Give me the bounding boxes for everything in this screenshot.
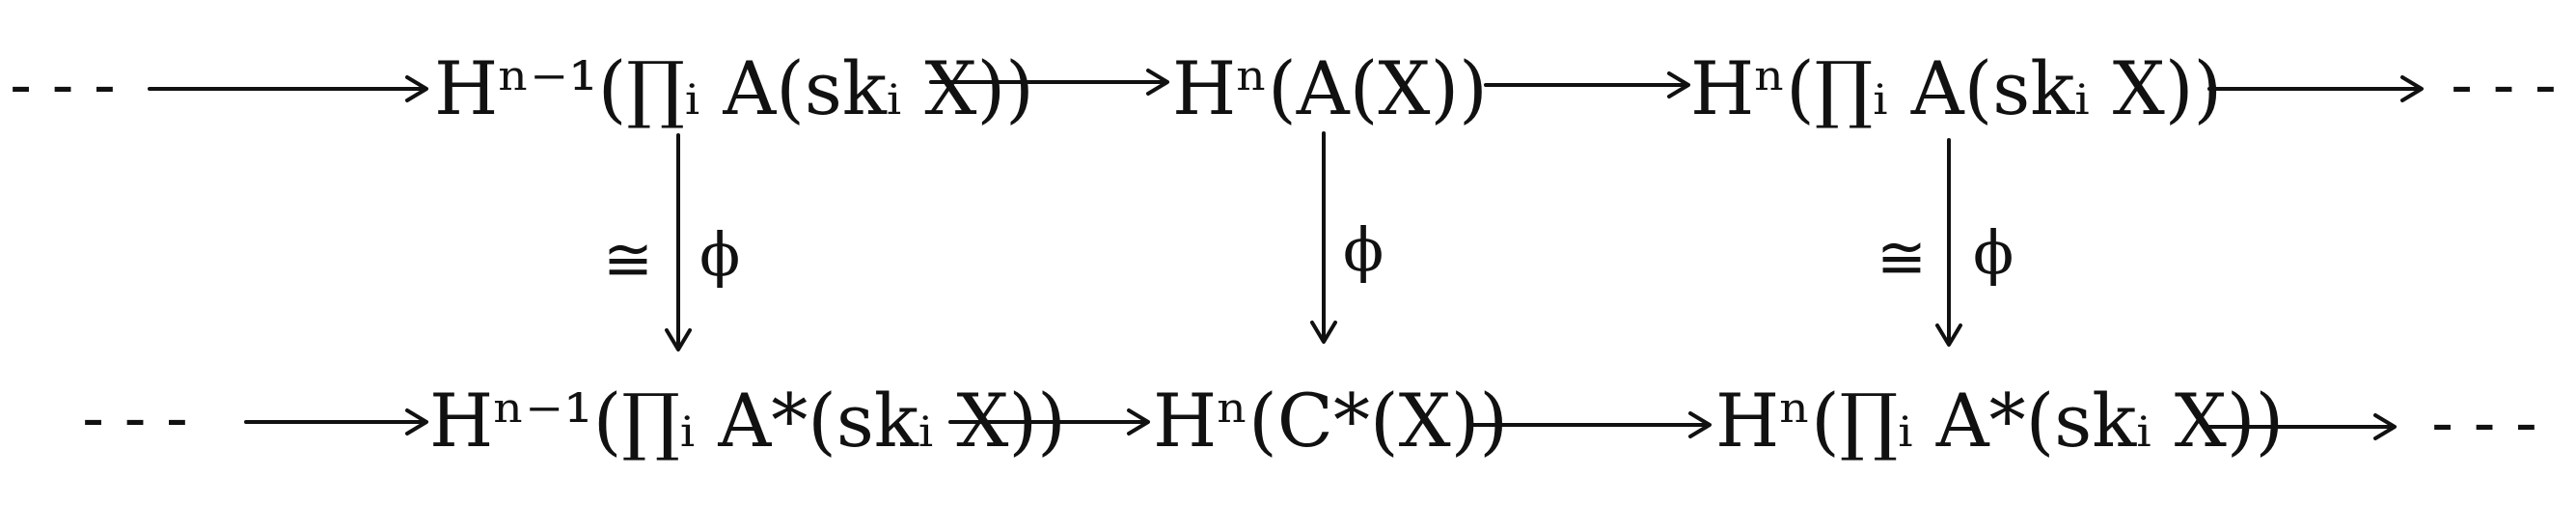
bottom-right-ellipsis: - - - (2431, 388, 2537, 460)
iso-label-right: ≅ (1877, 222, 1927, 293)
bottom-arrow-0 (246, 410, 426, 434)
phi-label-left: ϕ (699, 219, 741, 290)
top-node-1: Hⁿ⁻¹(∏ᵢ A(skᵢ X)) (434, 45, 1034, 131)
bottom-node-1: Hⁿ⁻¹(∏ᵢ A*(skᵢ X)) (429, 378, 1066, 464)
top-arrow-3 (2209, 77, 2422, 100)
bottom-node-2: Hⁿ(C*(X)) (1153, 378, 1509, 464)
top-right-ellipsis: - - - (2451, 50, 2557, 122)
top-left-ellipsis: - - - (10, 50, 116, 122)
phi-label-right: ϕ (1973, 217, 2014, 288)
bottom-left-ellipsis: - - - (82, 383, 188, 455)
iso-label-left: ≅ (603, 224, 653, 295)
top-node-2: Hⁿ(A(X)) (1172, 45, 1488, 131)
top-arrow-2 (1486, 73, 1688, 97)
top-arrow-0 (150, 77, 426, 100)
bottom-node-3: Hⁿ(∏ᵢ A*(skᵢ X)) (1715, 378, 2285, 464)
vertical-arrow-middle (1312, 133, 1335, 342)
phi-label-middle: ϕ (1343, 214, 1384, 285)
top-node-3: Hⁿ(∏ᵢ A(skᵢ X)) (1690, 45, 2223, 131)
vertical-arrow-right (1937, 140, 1960, 345)
vertical-arrow-left (667, 135, 690, 350)
